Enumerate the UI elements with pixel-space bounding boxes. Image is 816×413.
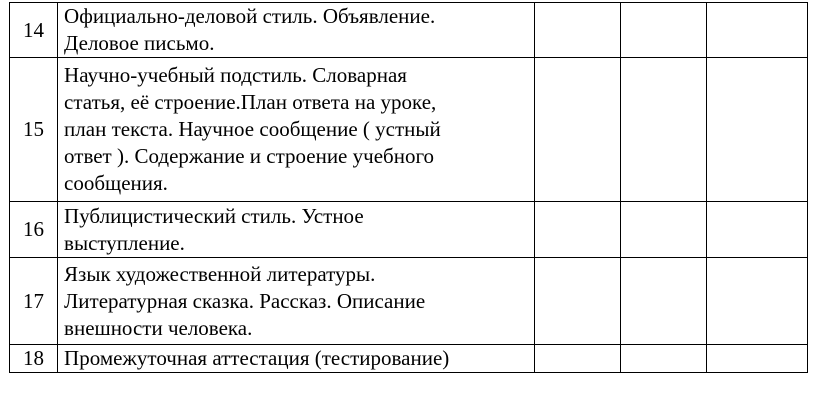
table-row — [10, 345, 808, 373]
hours-cell — [534, 258, 620, 345]
lesson-topic-cell: Научно-учебный подстиль. Словарная статья, её строение.План ответа на уроке, план текста. Научное сообщение ( устный ответ ). Содержание и строение учебного сообщения. — [58, 58, 535, 202]
date-cell — [620, 202, 706, 258]
hours-cell — [534, 345, 620, 373]
lesson-topic-cell: Язык художественной литературы. Литературная сказка. Рассказ. Описание внешности человека. — [58, 258, 535, 345]
table-row — [10, 58, 808, 202]
lesson-number-cell: 14 — [10, 3, 58, 58]
notes-cell — [706, 345, 807, 373]
date-cell — [620, 58, 706, 202]
table-row — [10, 258, 808, 345]
lesson-number-cell: 17 — [10, 258, 58, 345]
notes-cell — [706, 202, 807, 258]
lesson-topic-cell: Публицистический стиль. Устное выступление. — [58, 202, 535, 258]
date-cell — [620, 258, 706, 345]
table-row — [10, 3, 808, 58]
lesson-plan-table-body — [10, 3, 808, 373]
notes-cell — [706, 58, 807, 202]
lesson-number-cell: 15 — [10, 58, 58, 202]
notes-cell — [706, 258, 807, 345]
lesson-topic-cell: Официально-деловой стиль. Объявление. Деловое письмо. — [58, 3, 535, 58]
lesson-number-cell: 16 — [10, 202, 58, 258]
lesson-plan-table — [9, 2, 808, 373]
lesson-number-cell: 18 — [10, 345, 58, 373]
date-cell — [620, 345, 706, 373]
hours-cell — [534, 58, 620, 202]
table-row — [10, 202, 808, 258]
hours-cell — [534, 3, 620, 58]
hours-cell — [534, 202, 620, 258]
lesson-topic-cell: Промежуточная аттестация (тестирование) — [58, 345, 535, 373]
notes-cell — [706, 3, 807, 58]
date-cell — [620, 3, 706, 58]
